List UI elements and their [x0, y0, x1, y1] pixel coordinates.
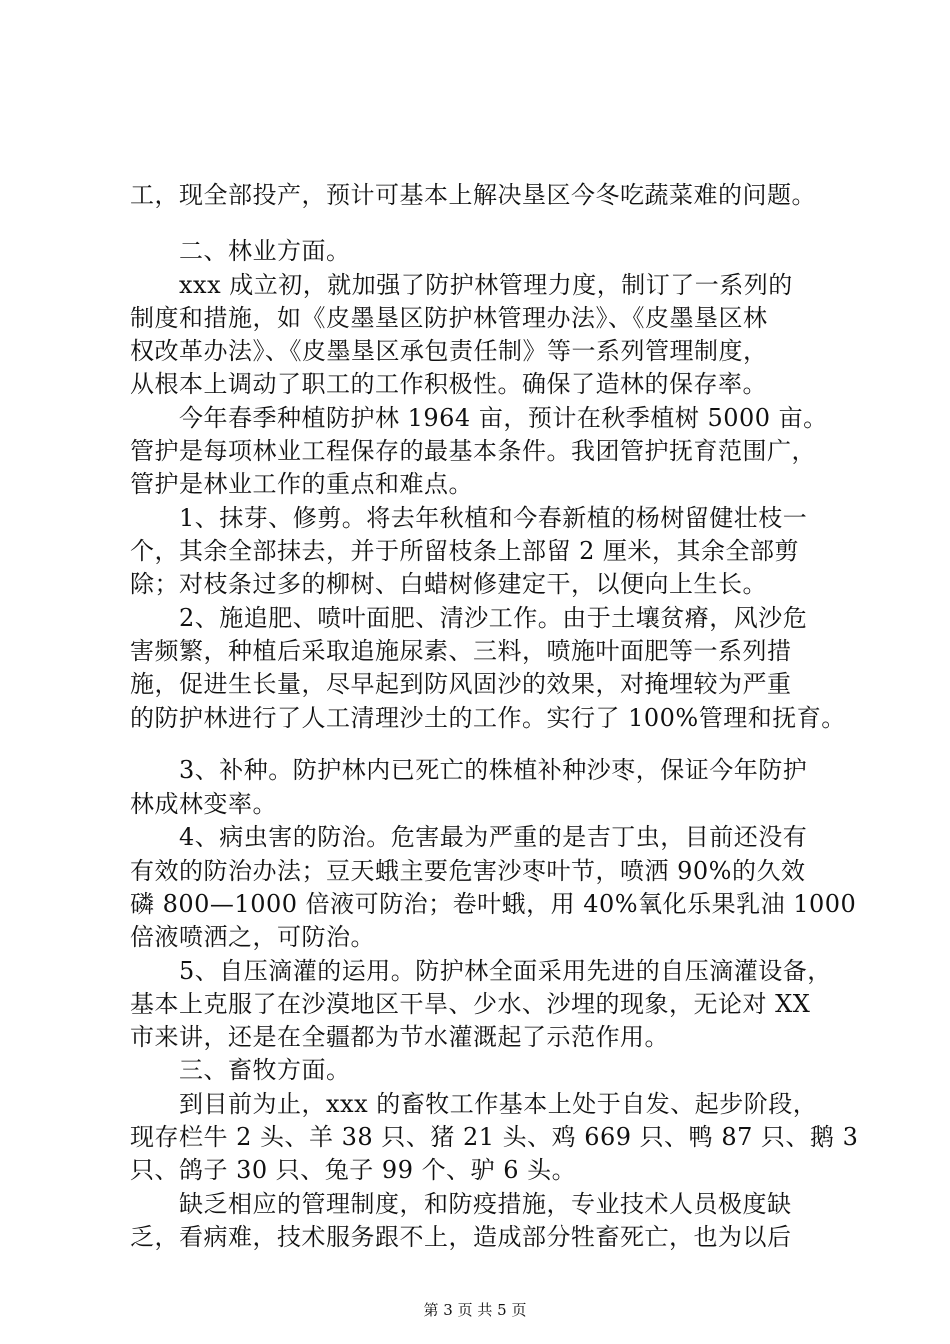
text-line: 5、自压滴灌的运用。防护林全面采用先进的自压滴灌设备， [130, 957, 832, 985]
text-line: 管护是林业工作的重点和难点。 [130, 470, 473, 498]
text-line: 缺乏相应的管理制度，和防疫措施，专业技术人员极度缺 [130, 1190, 792, 1218]
text-line: 4、病虫害的防治。危害最为严重的是吉丁虫，目前还没有 [130, 823, 808, 851]
text-line: 现存栏牛 2 头、羊 38 只、猪 21 头、鸡 669 只、鸭 87 只、鹅 3 [130, 1123, 859, 1151]
text-line: 从根本上调动了职工的工作积极性。确保了造林的保存率。 [130, 370, 767, 398]
section-heading: 三、畜牧方面。 [130, 1056, 351, 1084]
text-line: 市来讲，还是在全疆都为节水灌溉起了示范作用。 [130, 1023, 669, 1051]
text-line: 2、施追肥、喷叶面肥、清沙工作。由于土壤贫瘠，风沙危 [130, 604, 808, 632]
text-line: 林成林变率。 [130, 790, 277, 818]
page-number: 第 3 页 共 5 页 [423, 1301, 527, 1319]
section-heading: 二、林业方面。 [130, 237, 351, 265]
text-line: 施，促进生长量，尽早起到防风固沙的效果，对掩埋较为严重 [130, 670, 792, 698]
text-line: 管护是每项林业工程保存的最基本条件。我团管护抚育范围广， [130, 437, 816, 465]
text-line: 乏，看病难，技术服务跟不上，造成部分牲畜死亡，也为以后 [130, 1223, 792, 1251]
text-line: 1、抹芽、修剪。将去年秋植和今春新植的杨树留健壮枝一 [130, 504, 808, 532]
text-line: xxx 成立初，就加强了防护林管理力度，制订了一系列的 [130, 271, 793, 299]
text-line: 个，其余全部抹去，并于所留枝条上部留 2 厘米，其余全部剪 [130, 537, 800, 565]
text-line: 今年春季种植防护林 1964 亩，预计在秋季植树 5000 亩。 [130, 404, 828, 432]
text-line: 只、鸽子 30 只、兔子 99 个、驴 6 头。 [130, 1156, 577, 1184]
text-line: 有效的防治办法；豆天蛾主要危害沙枣叶节，喷洒 90%的久效 [130, 857, 806, 885]
text-line: 害频繁，种植后采取追施尿素、三料，喷施叶面肥等一系列措 [130, 637, 792, 665]
text-line: 除；对枝条过多的柳树、白蜡树修建定干，以便向上生长。 [130, 570, 767, 598]
text-line: 的防护林进行了人工清理沙土的工作。实行了 100%管理和抚育。 [130, 704, 846, 732]
text-line: 磷 800—1000 倍液可防治；卷叶蛾，用 40%氧化乐果乳油 1000 [130, 890, 857, 918]
text-line: 工，现全部投产，预计可基本上解决垦区今冬吃蔬菜难的问题。 [130, 181, 816, 209]
text-line: 到目前为止，xxx 的畜牧工作基本上处于自发、起步阶段， [130, 1090, 818, 1118]
text-line: 3、补种。防护林内已死亡的株植补种沙枣，保证今年防护 [130, 756, 808, 784]
text-line: 倍液喷洒之，可防治。 [130, 923, 375, 951]
text-line: 权改革办法》、《皮墨垦区承包责任制》等一系列管理制度， [130, 337, 768, 365]
text-line: 基本上克服了在沙漠地区干旱、少水、沙埋的现象，无论对 XX [130, 990, 811, 1018]
text-line: 制度和措施，如《皮墨垦区防护林管理办法》、《皮墨垦区林 [130, 304, 768, 332]
